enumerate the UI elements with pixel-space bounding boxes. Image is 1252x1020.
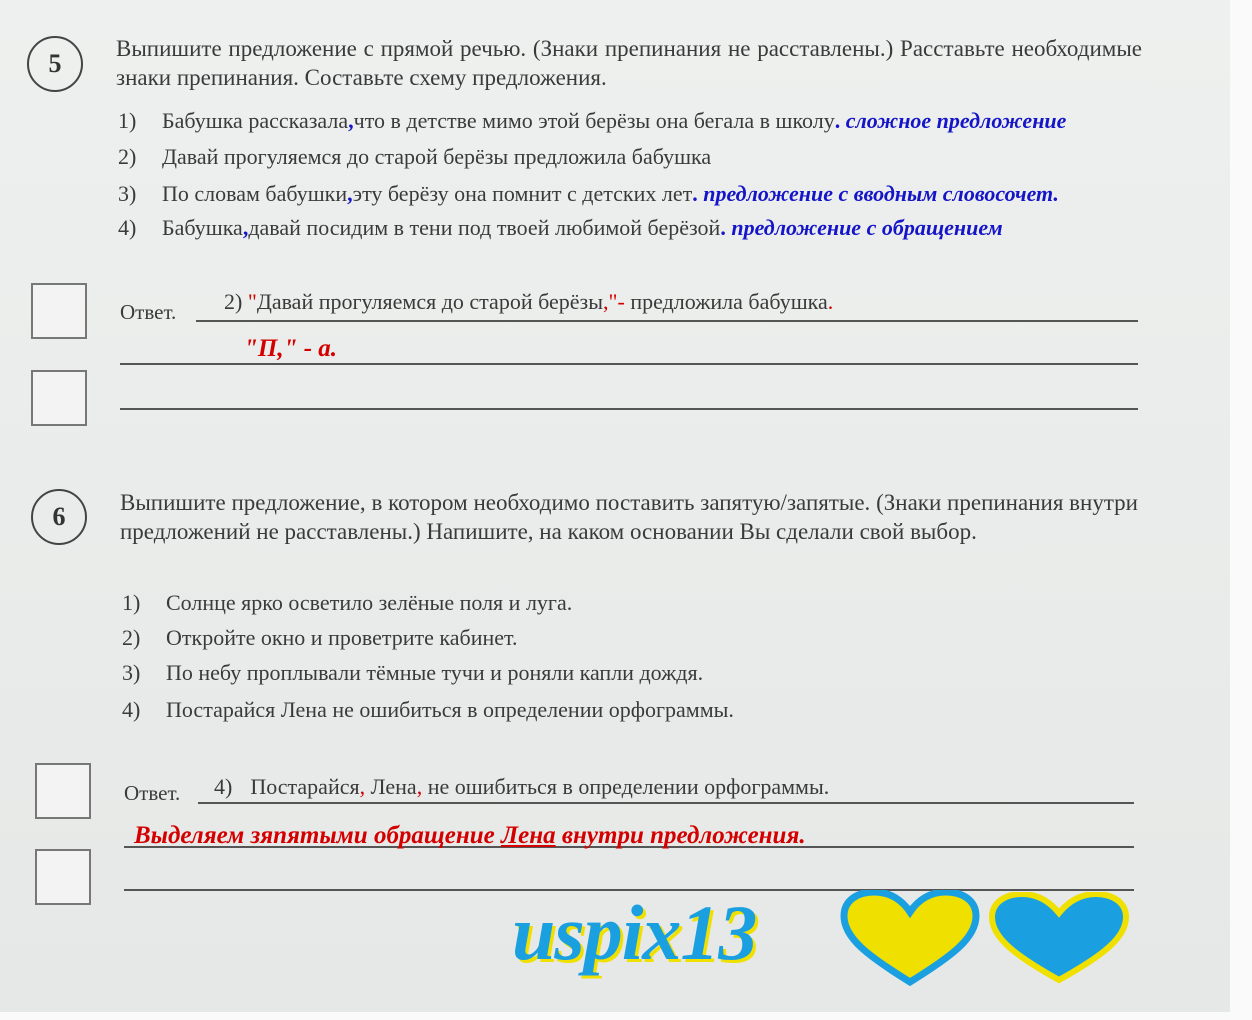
answer-number: 4) — [214, 774, 233, 799]
item-text: Постарайся Лена не ошибиться в определении орфограммы. — [166, 697, 734, 722]
explanation-text-b: внутри предложения. — [555, 822, 806, 849]
added-period: . — [692, 181, 698, 206]
answer-text-2: предложила бабушка — [630, 289, 828, 314]
signature-watermark: uspix13 — [512, 889, 757, 976]
added-period: . — [834, 108, 841, 133]
item-number: 2) — [122, 625, 141, 650]
task6-item-4 — [122, 697, 734, 723]
answer-box-6b — [35, 849, 91, 905]
answer-label-6: Ответ. — [124, 781, 181, 805]
task6-item-2 — [122, 625, 518, 651]
added-comma: , — [348, 108, 354, 133]
answer-number: 2) — [224, 289, 243, 314]
item-text: По небу проплывали тёмные тучи и роняли капли дождя. — [166, 660, 704, 685]
task6-answer — [214, 774, 829, 800]
item-text-a: Бабушка рассказала — [162, 108, 349, 133]
sentence-scheme: "П," - а. — [244, 335, 338, 362]
item-number: 2) — [118, 144, 137, 169]
item-text-a: Давай прогуляемся до старой берёзы предложила бабушка — [162, 144, 712, 169]
page-edge-bottom — [0, 1012, 1252, 1020]
answer-period: . — [827, 289, 834, 314]
answer-part-3: не ошибиться в определении орфограммы. — [427, 774, 830, 799]
answer-label-5: Ответ. — [120, 300, 177, 324]
task5-answer — [224, 289, 833, 315]
item-text-b: эту берёзу она помнит с детских лет — [352, 181, 693, 206]
item-text: Откройте окно и проветрите кабинет. — [166, 625, 518, 650]
task5-item-3 — [118, 181, 1059, 207]
task5-item-2 — [118, 144, 711, 170]
task5-item-4 — [118, 215, 1003, 241]
handwritten-note: предложение с вводным словосочет. — [703, 181, 1059, 206]
answer-box-5a — [31, 283, 87, 339]
explanation-text-a: Выделяем зяпятыми обращение — [134, 822, 501, 849]
item-text-a: По словам бабушки — [162, 181, 348, 206]
task6-instruction: Выпишите предложение, в котором необходимо поставить запятую/запятые. (Знаки препинания внутри предложений не расставлены.) Напишите, на каком основании Вы сделали свой выбор. — [120, 490, 1138, 544]
added-comma: , — [242, 215, 249, 240]
answer-part-1: Постарайся — [250, 774, 360, 799]
item-number: 3) — [118, 181, 137, 206]
page-edge — [1230, 0, 1252, 1020]
answer-part-2: Лена — [370, 774, 417, 799]
item-number: 3) — [122, 660, 141, 685]
task6-item-3 — [122, 660, 703, 686]
heart-icon — [838, 890, 982, 990]
item-text-b: что в детстве мимо этой берёзы она бегала в школу — [353, 108, 835, 133]
added-period: . — [720, 215, 726, 240]
explanation-word: Лена — [500, 822, 556, 849]
added-comma: , — [347, 181, 353, 206]
comma-2: , — [416, 774, 423, 799]
comma-1: , — [359, 774, 366, 799]
task5-item-1 — [118, 108, 1066, 134]
answer-line-5-2 — [120, 363, 1138, 365]
quote-close: ,"- — [603, 289, 625, 314]
answer-line-5-3 — [120, 408, 1138, 410]
task-number-6: 6 — [31, 489, 87, 545]
heart-icon — [984, 892, 1134, 988]
item-number: 1) — [118, 108, 137, 133]
answer-box-6a — [35, 763, 91, 819]
answer-text: Давай прогуляемся до старой берёзы — [256, 289, 604, 314]
task5-instruction: Выпишите предложение с прямой речью. (Знаки препинания не расставлены.) Расставьте необходимые знаки препинания. Составьте схему предложения. — [116, 36, 1142, 90]
item-text-a: Бабушка — [162, 215, 243, 240]
answer-line-6-1 — [198, 802, 1134, 804]
task-number-5: 5 — [27, 36, 83, 92]
answer-box-5b — [31, 370, 87, 426]
item-number: 1) — [122, 590, 141, 615]
task6-item-1 — [122, 590, 572, 616]
quote-open: " — [247, 289, 257, 314]
item-number: 4) — [118, 215, 137, 240]
item-number: 4) — [122, 697, 141, 722]
handwritten-note: сложное предложение — [845, 108, 1067, 133]
item-text-b: давай посидим в тени под твоей любимой берёзой — [248, 215, 721, 240]
explanation — [134, 822, 806, 850]
item-text: Солнце ярко осветило зелёные поля и луга. — [166, 590, 573, 615]
handwritten-note: предложение с обращением — [731, 215, 1003, 240]
answer-line-5-1 — [196, 320, 1138, 322]
